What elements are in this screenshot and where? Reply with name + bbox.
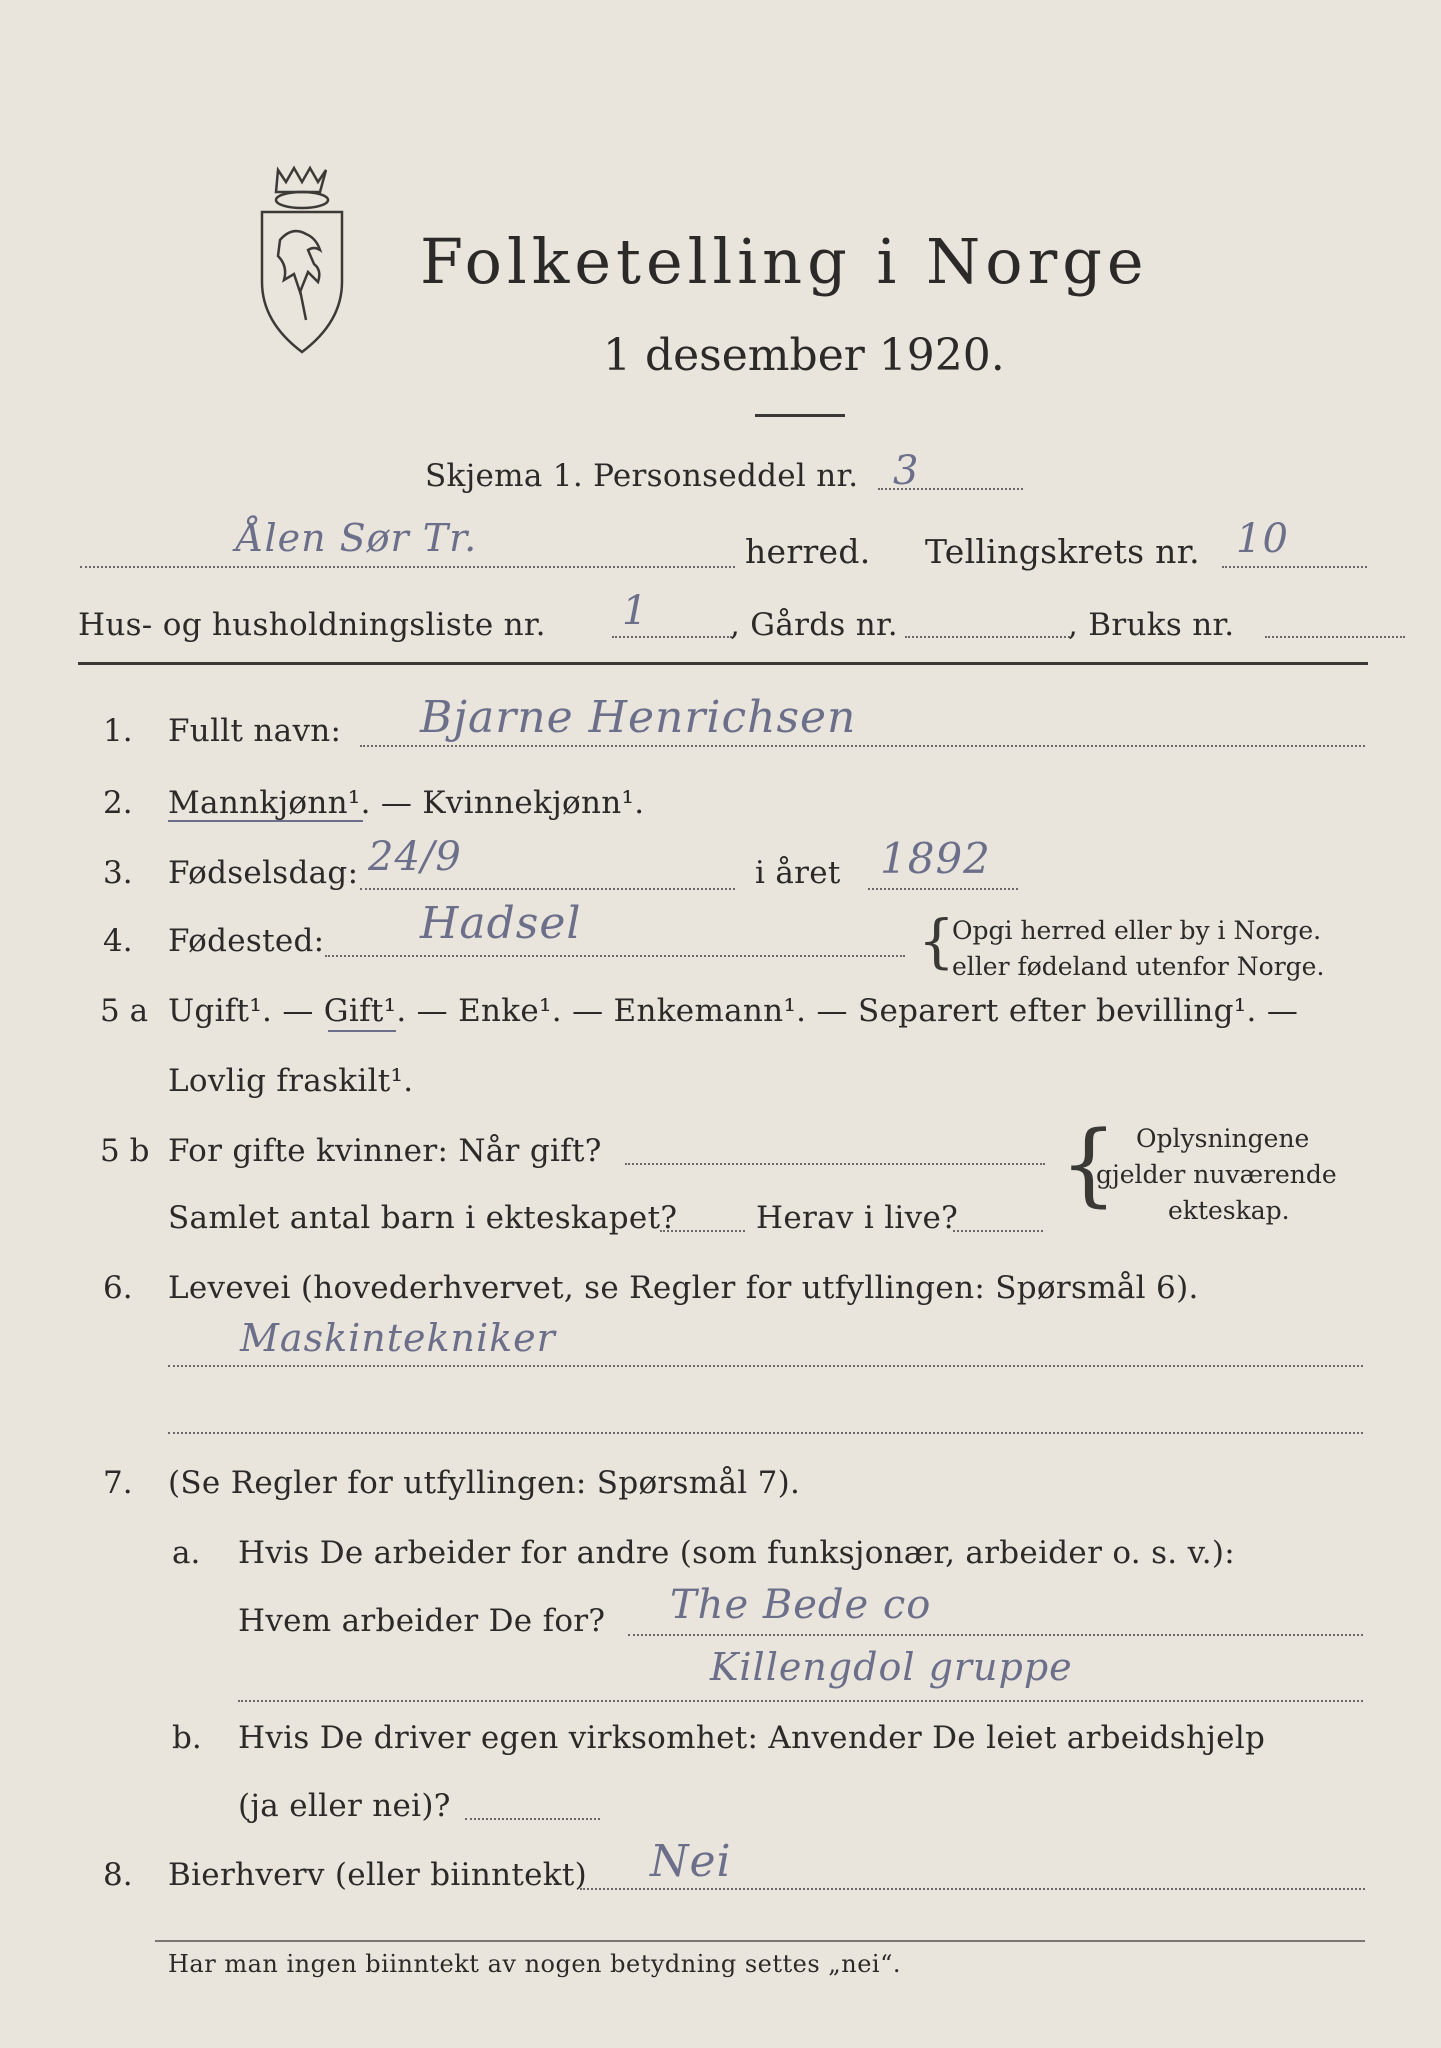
- herred-value[interactable]: Ålen Sør Tr.: [236, 516, 478, 560]
- q1-label: Fullt navn:: [168, 713, 342, 749]
- hus-line: [612, 636, 732, 638]
- krets-line: [1222, 566, 1367, 568]
- q7b-line-1: Hvis De driver egen virksomhet: Anvender De leiet arbeidshjelp: [238, 1720, 1266, 1756]
- q5a-line-1: Ugift¹. — Gift¹. — Enke¹. — Enkemann¹. — Separert efter bevilling¹. —: [168, 993, 1299, 1029]
- census-date: 1 desember 1920.: [603, 330, 1005, 381]
- q4-line: [325, 955, 905, 957]
- q7a-line-dots-1: [628, 1634, 1363, 1636]
- q3-year-label: i året: [755, 855, 841, 891]
- q5a-number: 5 a: [100, 993, 149, 1029]
- coat-of-arms-icon: [240, 160, 365, 370]
- q5b-line-1-dots: [625, 1163, 1045, 1165]
- q7a-line-1: Hvis De arbeider for andre (som funksjonær, arbeider o. s. v.):: [238, 1535, 1236, 1571]
- q5b-line-2b-dots: [953, 1230, 1043, 1232]
- q3-number: 3.: [103, 855, 133, 891]
- q5b-line-1: For gifte kvinner: Når gift?: [168, 1133, 602, 1169]
- title-divider: [755, 414, 845, 417]
- schema-label: Skjema 1. Personseddel nr.: [425, 458, 859, 494]
- q6-value[interactable]: Maskintekniker: [240, 1316, 556, 1360]
- herred-line: [80, 566, 735, 568]
- footer-divider: [155, 1940, 1365, 1942]
- bruks-line: [1265, 636, 1405, 638]
- q4-number: 4.: [103, 923, 133, 959]
- q3-year-line: [868, 888, 1018, 890]
- q5b-brace: {: [1060, 1112, 1118, 1217]
- q5a-underline: [328, 1030, 396, 1032]
- q7-label: (Se Regler for utfyllingen: Spørsmål 7).: [168, 1465, 801, 1501]
- q4-brace: {: [918, 907, 955, 975]
- q5b-note-2: gjelder nuværende: [1096, 1160, 1337, 1189]
- q6-label: Levevei (hovederhvervet, se Regler for utfyllingen: Spørsmål 6).: [168, 1270, 1199, 1306]
- section-divider: [78, 662, 1368, 665]
- q5b-line-2b: Herav i live?: [756, 1200, 959, 1236]
- q6-line-2: [168, 1432, 1363, 1434]
- bruks-label: , Bruks nr.: [1068, 607, 1235, 643]
- q4-label: Fødested:: [168, 923, 325, 959]
- q8-line: [580, 1888, 1365, 1890]
- q3-value[interactable]: 24/9: [368, 834, 462, 880]
- krets-value[interactable]: 10: [1236, 516, 1289, 562]
- q7a-value-1[interactable]: The Bede co: [670, 1582, 932, 1628]
- q5b-note-1: Oplysningene: [1136, 1124, 1310, 1153]
- q2-underline: [168, 820, 363, 822]
- gards-label: , Gårds nr.: [730, 607, 898, 643]
- q1-number: 1.: [103, 713, 133, 749]
- q7b-line-dots: [465, 1818, 600, 1820]
- q3-year-value[interactable]: 1892: [880, 834, 991, 883]
- schema-number-value[interactable]: 3: [893, 448, 920, 494]
- q8-number: 8.: [103, 1857, 133, 1893]
- q4-note-1: Opgi herred eller by i Norge.: [952, 916, 1322, 945]
- bleed-through: [1000, 100, 1008, 130]
- q3-label: Fødselsdag:: [168, 855, 359, 891]
- q5b-line-2a: Samlet antal barn i ekteskapet?: [168, 1200, 678, 1236]
- q8-label: Bierhverv (eller biinntekt): [168, 1857, 588, 1893]
- q7b-line-2: (ja eller nei)?: [238, 1788, 451, 1824]
- q8-value[interactable]: Nei: [650, 1836, 732, 1887]
- q7a-line-2: Hvem arbeider De for?: [238, 1603, 606, 1639]
- q2-label: Mannkjønn¹. — Kvinnekjønn¹.: [168, 785, 645, 821]
- q7a-value-2[interactable]: Killengdol gruppe: [710, 1645, 1073, 1689]
- q5b-note-3: ekteskap.: [1168, 1196, 1290, 1225]
- q7a-number: a.: [172, 1535, 201, 1571]
- q7b-number: b.: [172, 1720, 202, 1756]
- hus-label: Hus- og husholdningsliste nr.: [78, 607, 546, 643]
- herred-label: herred.: [745, 532, 871, 571]
- q4-note-2: eller fødeland utenfor Norge.: [952, 952, 1325, 981]
- q6-line-1: [168, 1365, 1363, 1367]
- form-title: Folketelling i Norge: [420, 225, 1149, 298]
- q6-number: 6.: [103, 1270, 133, 1306]
- q7-number: 7.: [103, 1465, 133, 1501]
- q5b-line-2a-dots: [660, 1230, 745, 1232]
- footer-note: Har man ingen biinntekt av nogen betydning settes „nei“.: [168, 1950, 901, 1978]
- q3-line: [360, 888, 735, 890]
- hus-value[interactable]: 1: [622, 588, 649, 634]
- q5a-line-2: Lovlig fraskilt¹.: [168, 1063, 414, 1099]
- gards-line: [905, 636, 1070, 638]
- q5b-number: 5 b: [100, 1133, 150, 1169]
- q1-value[interactable]: Bjarne Henrichsen: [420, 692, 857, 743]
- q4-value[interactable]: Hadsel: [420, 898, 582, 949]
- q2-number: 2.: [103, 785, 133, 821]
- q7a-line-dots-2: [238, 1700, 1363, 1702]
- q1-line: [360, 745, 1365, 747]
- krets-label: Tellingskrets nr.: [925, 532, 1200, 571]
